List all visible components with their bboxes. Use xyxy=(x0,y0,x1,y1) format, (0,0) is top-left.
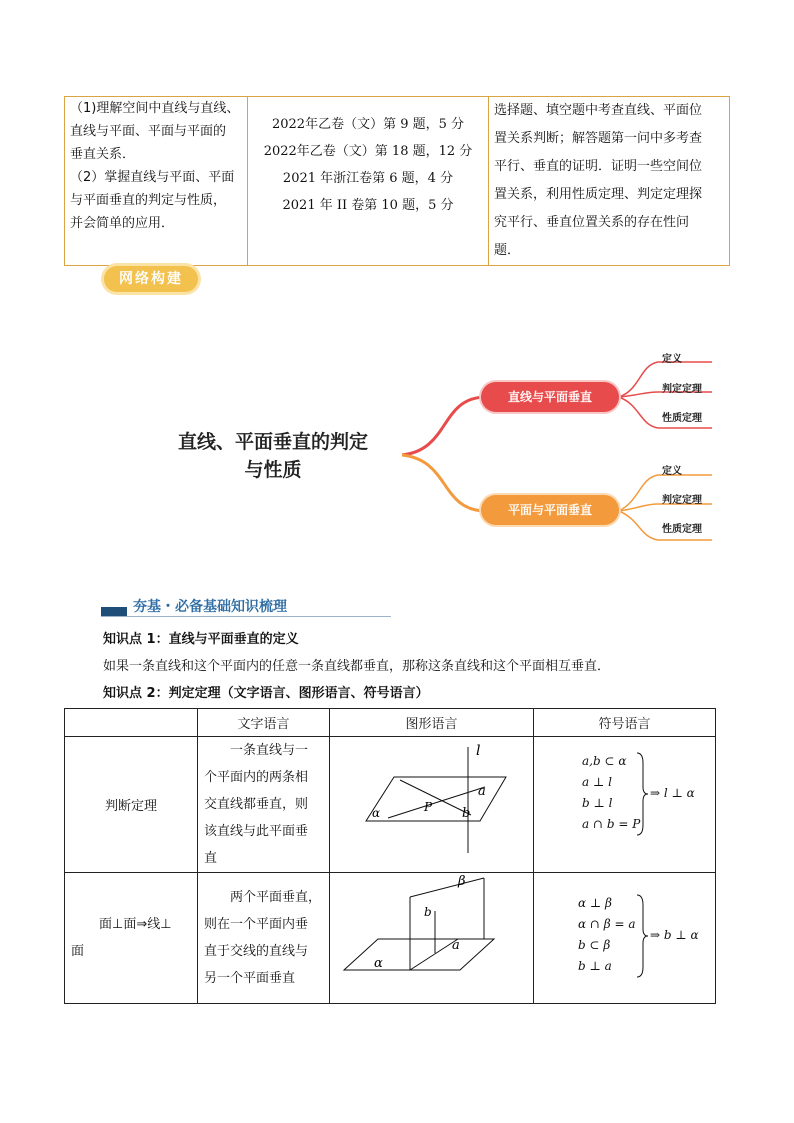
label-b: b xyxy=(424,905,432,919)
row2-name xyxy=(65,873,198,1004)
leaf-criterion: 判定定理 xyxy=(662,495,702,506)
label-l: l xyxy=(476,743,481,759)
network-badge: 网络构建 xyxy=(104,266,198,292)
label-p: P xyxy=(424,800,433,814)
symbol-line: a,b ⊂ α xyxy=(582,754,627,768)
exam-line: 2022年乙卷（文）第 18 题，12 分 xyxy=(263,144,473,159)
analysis-line: 选择题、填空题中考查直线、平面位 xyxy=(494,103,703,118)
branch-line-plane: 直线与平面垂直 xyxy=(481,382,619,412)
label-a: a xyxy=(452,938,460,953)
row1-symbols xyxy=(534,737,716,873)
leaf-property: 性质定理 xyxy=(662,413,702,424)
label-a: a xyxy=(478,784,486,799)
row2-text-line: 直于交线的直线与 xyxy=(204,944,309,959)
symbol-line: a ⊥ l xyxy=(582,775,612,789)
req-line: 并会简单的应用． xyxy=(70,216,175,231)
analysis-line: 置关系判断；解答题第一问中多考查 xyxy=(494,131,703,146)
symbol-group xyxy=(534,873,715,1003)
header-text: 文字语言 xyxy=(198,709,330,737)
analysis-line: 究平行、垂直位置关系的存在性问 xyxy=(494,215,690,230)
symbol-conclusion: ⇒ l ⊥ α xyxy=(650,786,695,800)
brace-icon xyxy=(634,751,650,837)
kp2-title: 知识点 2：判定定理（文字语言、图形语言、符号语言） xyxy=(103,686,429,701)
symbol-conclusion: ⇒ b ⊥ α xyxy=(650,928,699,942)
analysis-cell xyxy=(489,97,730,266)
section-title: 夯基・必备基础知识梳理 xyxy=(133,599,287,615)
symbol-group xyxy=(534,737,715,872)
req-line: 直线与平面、平面与平面的 xyxy=(70,124,227,139)
theorem-table xyxy=(64,708,716,1004)
header-empty xyxy=(65,709,198,737)
row1-text-line: 交直线都垂直，则 xyxy=(204,797,309,812)
symbol-premises xyxy=(578,893,636,977)
row1-name: 判断定理 xyxy=(65,737,198,873)
label-b: b xyxy=(462,806,471,821)
analysis-line: 题． xyxy=(494,243,521,258)
label-beta: β xyxy=(458,874,466,889)
leaf-property: 性质定理 xyxy=(662,524,702,535)
line-plane-figure xyxy=(330,737,534,872)
row1-text-line: 直 xyxy=(204,851,218,866)
symbol-line: b ⊥ l xyxy=(582,796,613,810)
row2-text-line: 则在一个平面内垂 xyxy=(204,917,309,932)
requirements-table xyxy=(64,96,730,266)
plane-plane-figure xyxy=(330,873,534,1003)
req-line: （1)理解空间中直线与直线、 xyxy=(70,101,240,116)
exam-line: 2022年乙卷（文）第 9 题，5 分 xyxy=(271,117,465,132)
row2-figure xyxy=(330,873,534,1004)
label-alpha: α xyxy=(372,806,381,820)
mindmap-center xyxy=(160,428,386,484)
row2-text-line: 两个平面垂直， xyxy=(230,890,322,905)
req-line: （2）掌握直线与平面、平面 xyxy=(70,170,235,185)
req-line: 与平面垂直的判定与性质， xyxy=(70,193,227,208)
branch-plane-plane: 平面与平面垂直 xyxy=(481,495,619,525)
header-symbol: 符号语言 xyxy=(534,709,716,737)
leaf-definition: 定义 xyxy=(662,466,682,477)
symbol-line: α ∩ β = a xyxy=(578,917,636,931)
section-bar xyxy=(101,607,127,616)
row1-text xyxy=(198,737,330,873)
row2-name-line2: 面 xyxy=(71,944,85,959)
row2-text-line: 另一个平面垂直 xyxy=(204,971,296,986)
mindmap-center-line1: 直线、平面垂直的判定 xyxy=(177,431,368,453)
exam-list-cell xyxy=(248,97,489,266)
req-line: 垂直关系． xyxy=(70,147,136,162)
row2-symbols xyxy=(534,873,716,1004)
exam-line: 2021 年 II 卷第 10 题，5 分 xyxy=(282,198,454,213)
exam-line: 2021 年浙江卷第 6 题，4 分 xyxy=(282,171,454,186)
row1-text-line: 一条直线与一 xyxy=(230,743,309,758)
row2-text xyxy=(198,873,330,1004)
label-alpha: α xyxy=(374,956,383,971)
row1-text-line: 个平面内的两条相 xyxy=(204,770,309,785)
requirements-cell xyxy=(65,97,248,266)
symbol-line: a ∩ b = P xyxy=(582,817,641,831)
mindmap-center-line2: 与性质 xyxy=(244,459,302,481)
symbol-line: b ⊂ β xyxy=(578,938,611,952)
brace-icon xyxy=(634,893,650,979)
symbol-premises xyxy=(582,751,640,835)
leaf-criterion: 判定定理 xyxy=(662,384,702,395)
row2-name-line1: 面⊥面⇒线⊥ xyxy=(99,917,172,932)
leaf-definition: 定义 xyxy=(662,354,682,365)
kp1-title: 知识点 1：直线与平面垂直的定义 xyxy=(103,632,299,647)
kp1-text: 如果一条直线和这个平面内的任意一条直线都垂直，那称这条直线和这个平面相互垂直． xyxy=(103,659,611,674)
row1-figure xyxy=(330,737,534,873)
symbol-line: α ⊥ β xyxy=(578,896,612,910)
row1-text-line: 该直线与此平面垂 xyxy=(204,824,309,839)
symbol-line: b ⊥ a xyxy=(578,959,612,973)
analysis-line: 平行、垂直的证明．证明一些空间位 xyxy=(494,159,703,174)
header-figure: 图形语言 xyxy=(330,709,534,737)
analysis-line: 置关系，利用性质定理、判定定理探 xyxy=(494,187,703,202)
